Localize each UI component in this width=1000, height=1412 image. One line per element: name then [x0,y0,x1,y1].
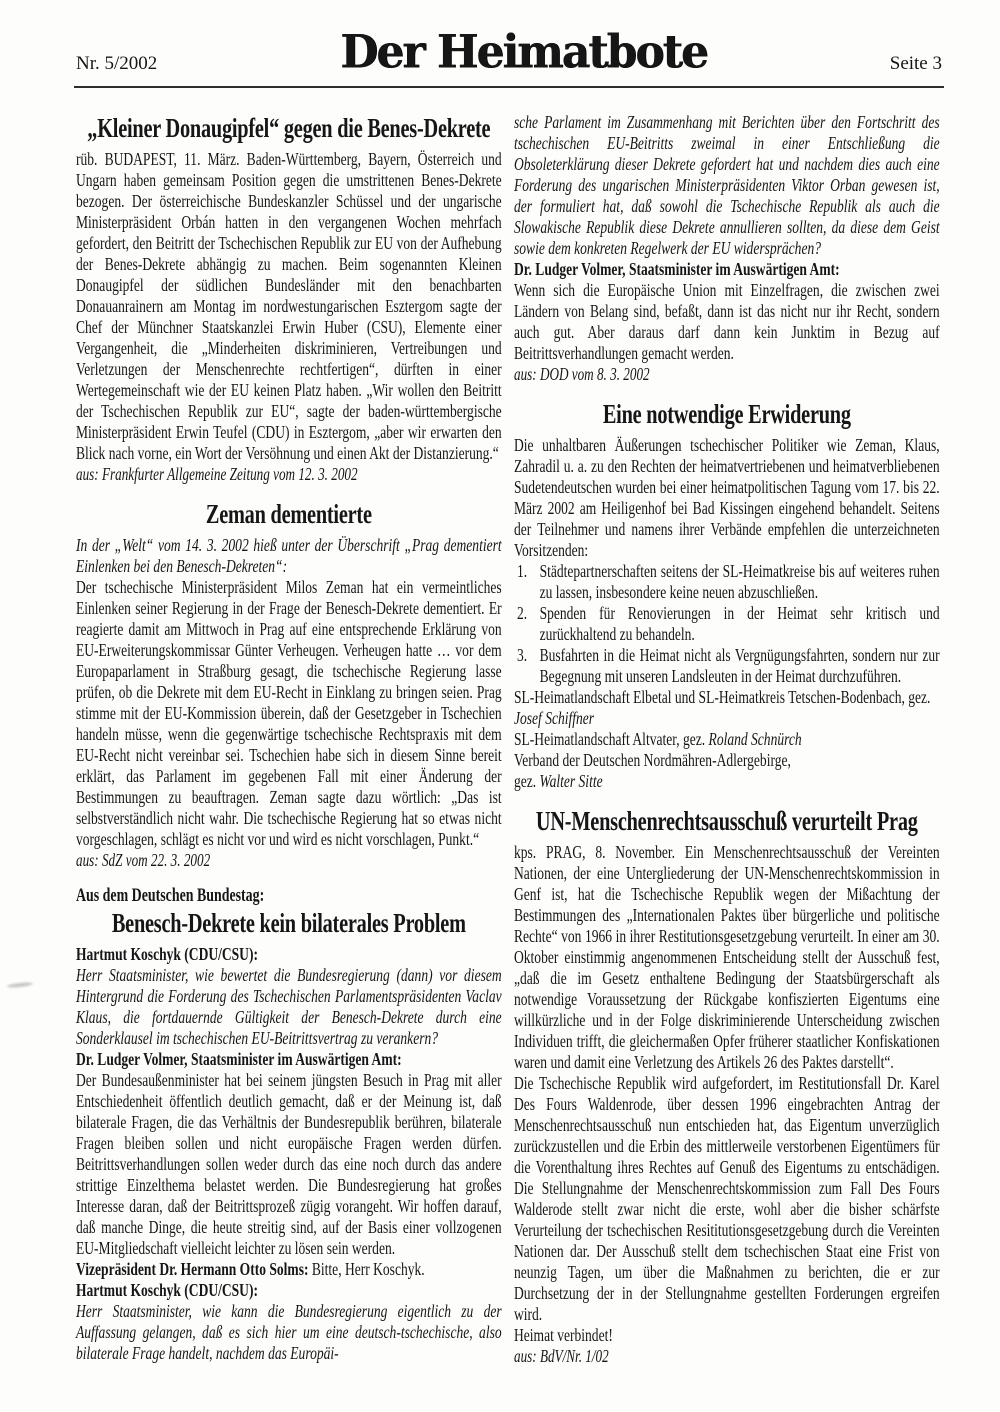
article-body-un-1: kps. PRAG, 8. November. Ein Menschenrechtsausschuß der Vereinten Nationen, der eine Untergliederung der UN-Menschenrechtskommission in Genf ist, hat die Tschechische Republik wegen der Mißachtung der Bestimmungen des „Internationalen Paktes über bürgerliche und politische Rechte“ von 1966 in ihrer Restitutionsgesetzgebung verurteilt. In einer am 30. Oktober einstimmig angenommenen Entscheidung stellt der Ausschuß fest, „daß die im Gesetz enthaltene Bedingung der Staatsbürgerschaft als notwendige Voraussetzung der Rückgabe konfiszierten Eigentums eine willkürzliche und in der Folge diskriminierende Unterscheidung zwischen Individuen trifft, die gleichermaßen Opfer früherer staatlicher Konfiskationen waren und damit eine Verletzung des Artikels 26 des Paktes darstellt“. [514,842,940,1072]
signature-name-4: Walter Sitte [539,771,603,791]
article-intro-zeman: In der „Welt“ vom 14. 3. 2002 hieß unter der Überschrift „Prag dementiert Einlenken bei den Benesch-Dekreten“: [76,535,502,576]
list-item-3 [514,645,940,687]
signature-line-1 [514,687,940,729]
article-body-erwiderung: Die unhaltbaren Äußerungen tschechischer Politiker wie Zeman, Klaus, Zahradil u. a. zu den Rechten der heimatvertriebenen und heimatverbliebenen Sudetendeutschen wurden bei einer heimatpolitischen Tagung vom 17. bis 22. März 2002 am Heiligenhof bei Bad Kissingen eingehend behandelt. Seitens der Teilnehmer und namens ihrer Verbände empfehlen die unterzeichneten Vorsitzenden: [514,435,940,560]
item-number-2: 2. [517,603,528,623]
signature-org-3: Verband der Deutschen Nordmähren-Adlergebirge, [514,750,791,770]
list-item-2 [514,603,940,645]
right-column [514,112,940,1367]
article-headline-un: UN-Menschenrechtsausschuß verurteilt Prag [535,806,918,836]
signature-name-2: Roland Schnürch [708,729,802,749]
scan-artifact-smudge [7,982,33,989]
left-column [76,112,502,1364]
signature-line-4 [514,771,940,792]
closing-line: Heimat verbindet! [514,1325,613,1345]
moderator-line [76,1259,502,1280]
masthead-title: Der Heimatbote [340,26,707,80]
source-line-bdv: aus: BdV/Nr. 1/02 [514,1346,609,1366]
article-bundestag-continued [514,112,940,385]
signature-prefix-4: gez. [514,771,540,791]
item-text-2: Spenden für Renovierungen in der Heimat sehr kritisch und zurückhaltend zu behandeln. [539,603,940,644]
qa-question-2: Herr Staatsminister, wie kann die Bundesregierung eigentlich zu der Auffassung gelangen, daß es sich hier um eine deutsch-tschechische, also bilaterale Frage handelt, nachdem das Europäi- [76,1301,502,1363]
article-kicker-bundestag: Aus dem Deutschen Bundestag: [76,886,265,906]
speaker-line-koschyk-2: Hartmut Koschyk (CDU/CSU): [76,1280,258,1300]
article-headline-zeman: Zeman dementierte [205,499,372,529]
speaker-line-volmer-1: Dr. Ludger Volmer, Staatsminister im Auswärtigen Amt: [76,1049,402,1069]
article-un-ausschuss [514,807,940,1367]
signature-line-2 [514,729,940,750]
item-text-1: Städtepartnerschaften seitens der SL-Heimatkreise bis auf weiteres ruhen zu lassen, insbesondere keine neuen abzuschließen. [539,561,940,602]
article-body-zeman: Der tschechische Ministerpräsident Milos Zeman hat ein vermeintliches Einlenken seiner Regierung in der Frage der Benesch-Dekrete dementiert. Er reagierte damit am Mittwoch in Prag auf eine entsprechende Erklärung von EU-Erweiterungskommissar Günter Verheugen. Verheugen hatte … vor dem Europaparlament in Straßburg gesagt, die tschechische Regierung lasse prüfen, ob die Dekrete mit dem EU-Recht in Einklang zu bringen seien. Prag stimme mit der EU-Kommission überein, daß der Gesetzgeber in Tschechien handeln müsse, wenn die gegenwärtige tschechische Rechtspraxis mit dem EU-Recht nicht vereinbar sei. Tschechien habe sich in diesem Sinne bereit erklärt, das Parlament im gegebenen Fall mit einer Änderung der Bestimmungen zu beauftragen. Zeman sagte dazu wörtlich: „Das ist selbstverständlich nicht wahr. Die tschechische Regierung hat so etwas nicht vorgeschlagen, schlägt es nicht vor und wird es nicht vorschlagen, Punkt.“ [76,577,502,849]
signature-org-1: SL-Heimatlandschaft Elbetal und SL-Heimatkreis Tetschen-Bodenbach, gez. [514,687,931,707]
article-body-un-2: Die Tschechische Republik wird aufgefordert, im Restitutionsfall Dr. Karel Des Fours Waldenrode, über dessen 1996 eingebrachten Antrag der Menschenrechtsausschuß nun entschieden hat, das Eigentum unverzüglich zurückzustellen und die Erbin des mittlerweile verstorbenen Eigentümers für die Vorenthaltung ihres Rechtes auf Genuß des Eigentums zu entschädigen. Die Stellungnahme der Menschenrechtskommission zum Fall Des Fours Walderode stellt zwar nicht die erste, wohl aber die bisher schärfste Verurteilung der tschechischen Resititutionsgesetzgebung durch die Vereinten Nationen dar. Der Ausschuß stellt dem tschechischen Staat eine Frist von neunzig Tagen, um über die Maßnahmen zu berichten, die er zur Durchsetzung der in der Stellungnahme gestellten Forderungen ergreifen wird. [514,1073,940,1324]
article-zeman [76,500,502,871]
qa-question-2-continuation: sche Parlament im Zusammenhang mit Berichten über den Fortschritt des tschechischen EU-Beitritts zweimal in einer Entschließung die Obsoleterklärung dieser Dekrete gefordert hat und nachdem dies auch eine Forderung des ungarischen Ministerpräsidenten Viktor Orban gewesen ist, der formuliert hat, daß sowohl die Tschechische Republik als auch die Slowakische Republik diese Dekrete annullieren sollten, da diese dem Geist sowie dem konkreten Regelwerk der EU widersprächen? [514,112,940,258]
item-number-1: 1. [517,561,528,581]
article-erwiderung [514,400,940,792]
article-headline-donaugipfel: „Kleiner Donaugipfel“ gegen die Benes-Dekrete [87,113,491,143]
signature-org-2: SL-Heimatlandschaft Altvater, gez. [514,729,709,749]
item-text-3: Busfahrten in die Heimat nicht als Vergnügungsfahrten, sondern nur zur Begegnung mit unseren Landsleuten in der Heimat durchzuführen. [539,645,940,686]
item-number-3: 3. [517,645,528,665]
source-line-dod: aus: DOD vom 8. 3. 2002 [514,364,650,384]
qa-answer-2: Wenn sich die Europäische Union mit Einzelfragen, die zwischen zwei Ländern von Belang sind, befaßt, dann ist das nicht nur ihr Recht, sondern auch gut. Aber daraus darf dann kein Junktim in Bezug auf Beitrittsverhandlungen gemacht werden. [514,280,940,363]
article-headline-erwiderung: Eine notwendige Erwiderung [602,399,851,429]
article-headline-bundestag: Benesch-Dekrete kein bilaterales Problem [111,908,466,938]
speaker-line-volmer-2: Dr. Ludger Volmer, Staatsminister im Auswärtigen Amt: [514,259,840,279]
signature-line-3 [514,750,940,771]
moderator-text: Bitte, Herr Koschyk. [308,1259,425,1279]
speaker-line-koschyk-1: Hartmut Koschyk (CDU/CSU): [76,944,258,964]
list-item-1 [514,561,940,603]
speaker-inline-solms: Vizepräsident Dr. Hermann Otto Solms: [76,1259,309,1279]
source-line-faz: aus: Frankfurter Allgemeine Zeitung vom 12. 3. 2002 [76,464,358,484]
article-bundestag [76,886,502,1364]
issue-number: Nr. 5/2002 [76,53,158,74]
qa-answer-1: Der Bundesaußenminister hat bei seinem jüngsten Besuch in Prag mit aller Entschiedenheit öffentlich deutlich gemacht, daß er der Meinung ist, daß bilaterale Fragen, die das Verhältnis der Bundesrepublik berühren, bilaterale Fragen bleiben sollen und nicht europäische Fragen werden dürfen. Beitrittsverhandlungen sollen weder durch das eine noch durch das andere strittige Einzelthema belastet werden. Die Bundesregierung hat großes Interesse daran, daß der Beitrittsprozeß zügig vorangeht. Wir hoffen darauf, daß manche Dinge, die heute streitig sind, auf der Basis einer vollzogenen EU-Mitgliedschaft vielleicht leichter zu lösen sein werden. [76,1070,502,1258]
source-line-sdz: aus: SdZ vom 22. 3. 2002 [76,850,211,870]
article-body-donaugipfel: rüb. BUDAPEST, 11. März. Baden-Württemberg, Bayern, Österreich und Ungarn haben gemeinsam Position gegen die umstrittenen Benes-Dekrete bezogen. Der österreichische Bundeskanzler Schüssel und der ungarische Ministerpräsident Orbán hatten in den vergangenen Wochen mehrfach gefordert, den Beitritt der Tschechischen Republik zur EU von der Aufhebung der Benes-Dekrete abhängig zu machen. Beim sogenannten Kleinen Donaugipfel der südlichen Bundesländer mit den benachbarten Donauanrainern am Montag im nordwestungarischen Esztergom sagte der Chef der Münchner Staatskanzlei Erwin Huber (CSU), Elemente einer Vergangenheit, die „Minderheiten diskriminieren, Vertreibungen und Verletzungen der Menschenrechte rechtfertigen“, dürften in einer Wertegemeinschaft wie der EU keinen Platz haben. „Wir wollen den Beitritt der Tschechischen Republik zur EU“, sagte der baden-württembergische Ministerpräsident Erwin Teufel (CDU) in Esztergom, „aber wir erwarten den Blick nach vorne, ein Wort der Versöhnung und einen Akt der Distanzierung.“ [76,149,502,463]
qa-question-1: Herr Staatsminister, wie bewertet die Bundesregierung (dann) vor diesem Hintergrund die Forderung des Tschechischen Parlamentspräsidenten Vaclav Klaus, die fortdauernde Gültigkeit der Benesch-Dekrete durch eine Sonderklausel im tschechischen EU-Beitrittsvertrag zu verankern? [76,965,502,1048]
article-donaugipfel [76,114,502,485]
header-rule [74,86,944,88]
signature-name-1: Josef Schiffner [514,708,595,728]
page-number: Seite 3 [889,53,942,74]
page-header [76,26,942,80]
